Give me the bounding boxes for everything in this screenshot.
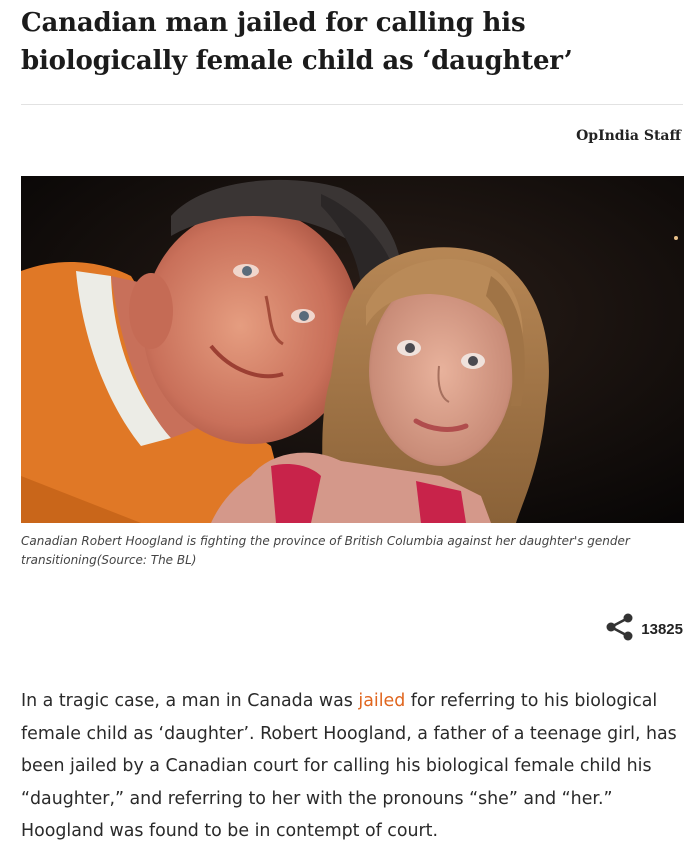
share-widget[interactable] — [605, 612, 683, 647]
author-name[interactable]: OpIndia Staff — [576, 128, 681, 144]
jailed-link[interactable]: jailed — [358, 691, 406, 711]
article-headline: Canadian man jailed for calling his biologically female child as ‘daughter’ — [21, 8, 573, 76]
photo-illustration — [21, 176, 684, 523]
share-icon[interactable] — [605, 612, 635, 647]
share-count: 13825 — [641, 621, 683, 638]
body-text-end: for referring to his biological female child as ‘daughter’. Robert Hoogland, a father of a teenage girl, has been jailed by a Canadian court for calling his biological female child his “daughter,” and referring to her with the pronouns “she” and “her.” Hoogland was found to be in contempt of court. — [21, 691, 677, 841]
image-caption: Canadian Robert Hoogland is fighting the province of British Columbia against her daughter's gender transitioning(Source: The BL) — [21, 534, 630, 567]
body-text-start: In a tragic case, a man in Canada was — [21, 691, 359, 711]
article-photo — [21, 176, 684, 523]
divider — [21, 104, 683, 105]
article-body — [21, 685, 685, 848]
